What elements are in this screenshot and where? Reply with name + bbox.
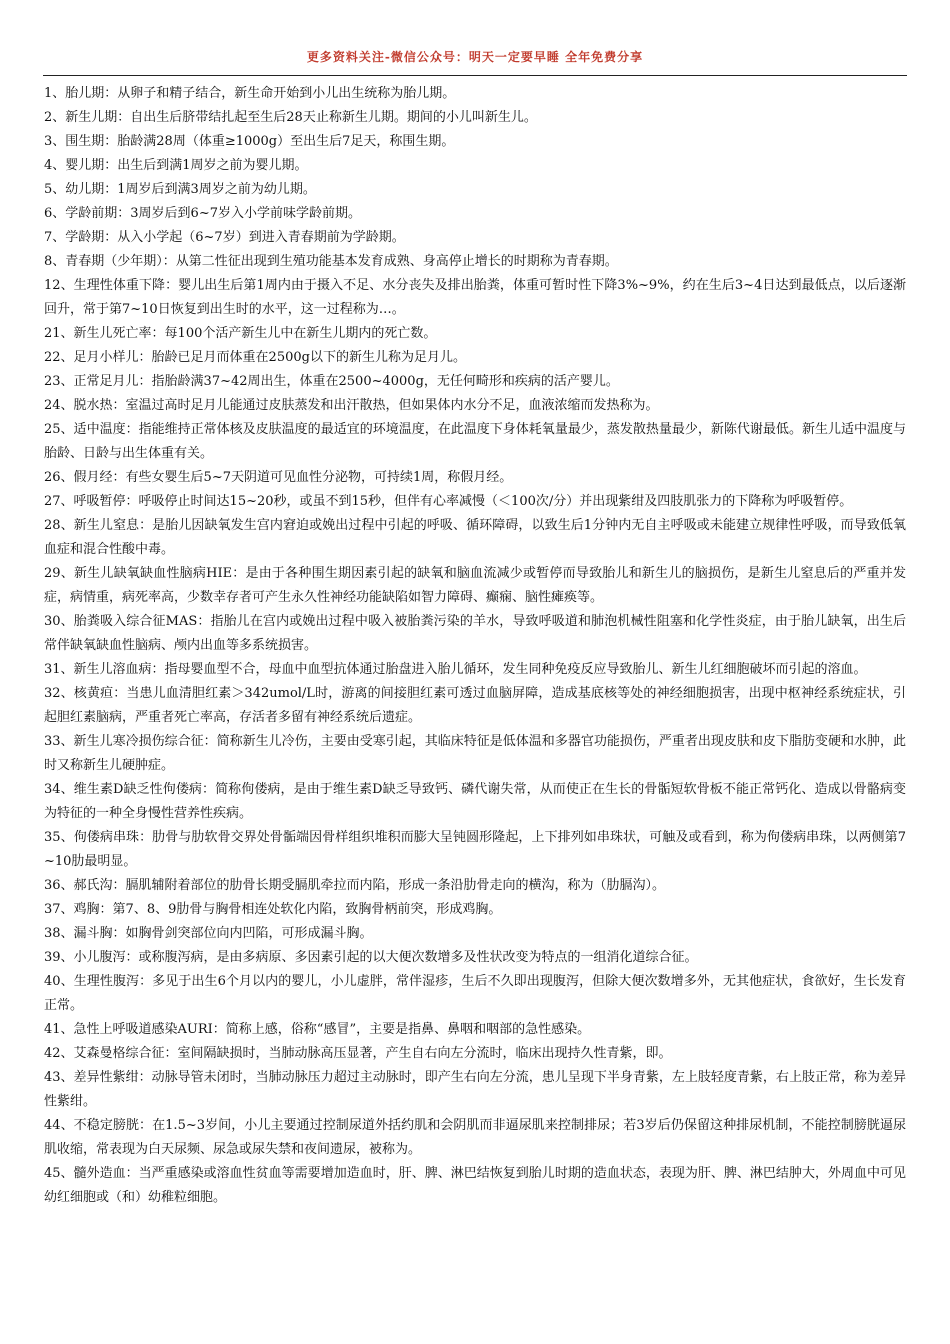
list-item: 5、幼儿期：1周岁后到满3周岁之前为幼儿期。 — [44, 182, 316, 197]
list-item: 43、差异性紫绀：动脉导管未闭时，当肺动脉压力超过主动脉时，即产生右向左分流，患儿呈现下半身青紫，左上肢轻度青紫，右上肢正常，称为差异性紫绀。 — [44, 1070, 906, 1109]
list-item: 38、漏斗胸：如胸骨剑突部位向内凹陷，可形成漏斗胸。 — [44, 926, 373, 941]
list-item: 21、新生儿死亡率：每100个活产新生儿中在新生儿期内的死亡数。 — [44, 326, 437, 341]
list-item: 2、新生儿期：自出生后脐带结扎起至生后28天止称新生儿期。期间的小儿叫新生儿。 — [44, 110, 537, 125]
list-item: 34、维生素D缺乏性佝偻病：简称佝偻病，是由于维生素D缺乏导致钙、磷代谢失常，从而使正在生长的骨骺短软骨板不能正常钙化、造成以骨骼病变为特征的一种全身慢性营养性疾病。 — [44, 782, 906, 821]
list-item: 26、假月经：有些女婴生后5~7天阴道可见血性分泌物，可持续1周，称假月经。 — [44, 470, 513, 485]
list-item: 25、适中温度：指能维持正常体核及皮肤温度的最适宜的环境温度，在此温度下身体耗氧量最少，蒸发散热量最少，新陈代谢最低。新生儿适中温度与胎龄、日龄与出生体重有关。 — [44, 422, 906, 461]
list-item: 12、生理性体重下降：婴儿出生后第1周内由于摄入不足、水分丧失及排出胎粪，体重可暂时性下降3%~9%，约在生后3~4日达到最低点，以后逐渐回升，常于第7~10日恢复到出生时的水平，这一过程称为…。 — [44, 278, 906, 317]
list-item: 29、新生儿缺氧缺血性脑病HIE：是由于各种围生期因素引起的缺氧和脑血流减少或暂停而导致胎儿和新生儿的脑损伤，是新生儿窒息后的严重并发症，病情重，病死率高，少数幸存者可产生永久性神经功能缺陷如智力障碍、癫痫、脑性瘫痪等。 — [44, 566, 906, 605]
list-item: 36、郝氏沟：膈肌辅附着部位的肋骨长期受膈肌牵拉而内陷，形成一条沿肋骨走向的横沟，称为（肋膈沟）。 — [44, 878, 666, 893]
list-item: 42、艾森曼格综合征：室间隔缺损时，当肺动脉高压显著，产生自右向左分流时，临床出现持久性青紫，即。 — [44, 1046, 672, 1061]
list-item: 32、核黄疸：当患儿血清胆红素＞342umol/L时，游离的间接胆红素可透过血脑屏障，造成基底核等处的神经细胞损害，出现中枢神经系统症状，引起胆红素脑病，严重者死亡率高，存活者多留有神经系统后遗症。 — [44, 686, 906, 725]
list-item: 22、足月小样儿：胎龄已足月而体重在2500g以下的新生儿称为足月儿。 — [44, 350, 466, 365]
list-item: 40、生理性腹泻：多见于出生6个月以内的婴儿，小儿虚胖，常伴湿疹，生后不久即出现腹泻，但除大便次数增多外，无其他症状，食欲好，生长发育正常。 — [44, 974, 906, 1013]
list-item: 8、青春期（少年期）：从第二性征出现到生殖功能基本发育成熟、身高停止增长的时期称为青春期。 — [44, 254, 618, 269]
list-item: 24、脱水热：室温过高时足月儿能通过皮肤蒸发和出汗散热，但如果体内水分不足，血液浓缩而发热称为。 — [44, 398, 659, 413]
list-item: 1、胎儿期：从卵子和精子结合，新生命开始到小儿出生统称为胎儿期。 — [44, 86, 456, 101]
page-header: 更多资料关注-微信公众号：明天一定要早睡 全年免费分享 — [306, 50, 644, 64]
list-item: 44、不稳定膀胱：在1.5~3岁间，小儿主要通过控制尿道外括约肌和会阴肌而非逼尿肌来控制排尿；若3岁后仍保留这种排尿机制，不能控制膀胱逼尿肌收缩，常表现为白天尿频、尿急或尿失禁和夜间遗尿，被称为。 — [44, 1118, 906, 1157]
list-item: 6、学龄前期：3周岁后到6~7岁入小学前味学龄前期。 — [44, 206, 361, 221]
list-item: 7、学龄期：从入小学起（6~7岁）到进入青春期前为学龄期。 — [44, 230, 405, 245]
list-item: 31、新生儿溶血病：指母婴血型不合，母血中血型抗体通过胎盘进入胎儿循环，发生同种免疫反应导致胎儿、新生儿红细胞破坏而引起的溶血。 — [44, 662, 867, 677]
list-item: 45、髓外造血：当严重感染或溶血性贫血等需要增加造血时，肝、脾、淋巴结恢复到胎儿时期的造血状态，表现为肝、脾、淋巴结肿大，外周血中可见幼红细胞或（和）幼稚粒细胞。 — [44, 1166, 906, 1205]
list-item: 23、正常足月儿：指胎龄满37~42周出生，体重在2500~4000g，无任何畸形和疾病的活产婴儿。 — [44, 374, 619, 389]
list-item: 27、呼吸暂停：呼吸停止时间达15~20秒，或虽不到15秒，但伴有心率减慢（＜100次/分）并出现紫绀及四肢肌张力的下降称为呼吸暂停。 — [44, 494, 853, 509]
list-item: 28、新生儿窒息：是胎儿因缺氧发生宫内窘迫或娩出过程中引起的呼吸、循环障碍，以致生后1分钟内无自主呼吸或未能建立规律性呼吸，而导致低氧血症和混合性酸中毒。 — [44, 518, 906, 557]
list-item: 35、佝偻病串珠：肋骨与肋软骨交界处骨骺端因骨样组织堆积而膨大呈钝圆形隆起，上下排列如串珠状，可触及或看到，称为佝偻病串珠，以两侧第7~10肋最明显。 — [44, 830, 906, 869]
list-item: 3、围生期：胎龄满28周（体重≥1000g）至出生后7足天，称围生期。 — [44, 134, 455, 149]
list-item: 30、胎粪吸入综合征MAS：指胎儿在宫内或娩出过程中吸入被胎粪污染的羊水，导致呼吸道和肺泡机械性阻塞和化学性炎症，由于胎儿缺氧，出生后常伴缺氧缺血性脑病、颅内出血等多系统损害。 — [44, 614, 906, 653]
list-item: 37、鸡胸：第7、8、9肋骨与胸骨相连处软化内陷，致胸骨柄前突，形成鸡胸。 — [44, 902, 502, 917]
list-item: 4、婴儿期：出生后到满1周岁之前为婴儿期。 — [44, 158, 308, 173]
glossary-list — [44, 82, 906, 1210]
list-item: 39、小儿腹泻：或称腹泻病，是由多病原、多因素引起的以大便次数增多及性状改变为特点的一组消化道综合征。 — [44, 950, 698, 965]
list-item: 41、急性上呼吸道感染AURI：简称上感，俗称“感冒”，主要是指鼻、鼻咽和咽部的急性感染。 — [44, 1022, 591, 1037]
header-divider — [43, 75, 907, 76]
list-item: 33、新生儿寒冷损伤综合征：简称新生儿冷伤，主要由受寒引起，其临床特征是低体温和多器官功能损伤，严重者出现皮肤和皮下脂肪变硬和水肿，此时又称新生儿硬肿症。 — [44, 734, 906, 773]
